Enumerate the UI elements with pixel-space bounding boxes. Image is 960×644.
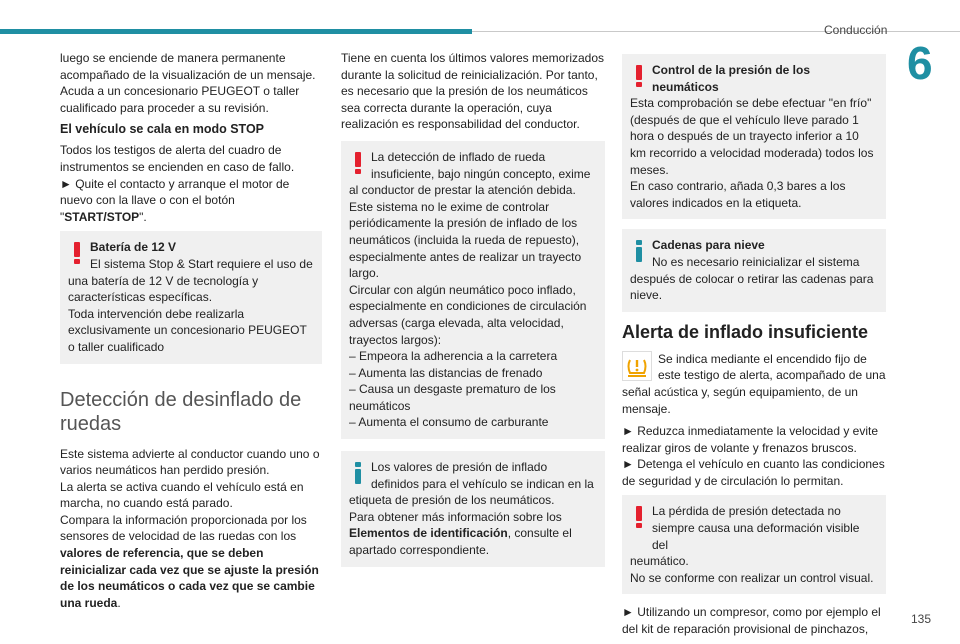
column-2 [341, 50, 605, 577]
paragraph: ► Reduzca inmediatamente la velocidad y evite realizar giros de volante y frenazos bruscos. [622, 424, 879, 455]
warning-text: El sistema Stop & Start requiere el uso de una batería de 12 V de tecnología y características específicas. [68, 256, 313, 305]
warning-text: Esta comprobación se debe efectuar "en frío"(después de que el vehículo lleve parado 1 hora o después de un trayecto inferior a 10 km recorrido a velocidad moderada) todos los meses. [630, 96, 874, 177]
info-title: Cadenas para nieve [652, 238, 765, 253]
warning-text: La pérdida de presión detectada no siempre causa una deformación visible del [652, 504, 860, 552]
heading-deflation-detection: Detección de desinflado de ruedas [60, 388, 302, 435]
info-box-snow-chains [622, 229, 886, 311]
warning-icon [351, 151, 365, 175]
warning-box-detection [341, 141, 605, 439]
info-text: Para obtener más información sobre los Elementos de identificación, consulte el apartado correspondiente. [349, 509, 572, 558]
header-accent-bar [0, 29, 472, 34]
paragraph: Este sistema advierte al conductor cuando uno o varios neumáticos han perdido presión. [60, 446, 320, 478]
warning-icon [70, 241, 84, 265]
warning-text: neumático. [630, 554, 689, 569]
warning-text: Circular con algún neumático poco inflado, especialmente en condiciones de circulación adversas (carga elevada, alta velocidad, trayectos largos): [349, 282, 587, 347]
chapter-number: 6 [907, 37, 933, 89]
column-1 [60, 50, 322, 617]
warning-title: Control de la presión de los neumáticos [652, 63, 811, 94]
list-item: – Causa un desgaste prematuro de los neumáticos [349, 382, 556, 413]
warning-icon [632, 64, 646, 88]
warning-text: al conductor de prestar la atención debida. Este sistema no le exime de controlar periódicamente la presión de inflado de los neumáticos (incluida la rueda de repuesto), especialmente antes de realizar un trayecto largo. [349, 183, 582, 281]
paragraph: luego se enciende de manera permanente acompañado de la visualización de un mensaje. Acuda a un concesionario PEUGEOT o taller cualificado para proceder a su revisión. [60, 51, 316, 115]
list-item: – Aumenta las distancias de frenado [349, 365, 543, 380]
list-item: – Aumenta el consumo de carburante [349, 415, 549, 430]
info-text: Los valores de presión de inflado definidos para el vehículo se indican en la [371, 460, 594, 491]
paragraph: Tiene en cuenta los últimos valores memorizados durante la solicitud de reinicialización. Por tanto, es necesario que la presión de los neumáticos sea correcta durante la operación, cuya realización es responsabilidad del conductor. [341, 51, 605, 132]
warning-box-pressure-check [622, 54, 886, 219]
page-number: 135 [911, 612, 932, 626]
paragraph: Compara la información proporcionada por los sensores de velocidad de las ruedas con los valores de referencia, que se deben reinicializar cada vez que se ajuste la presión de los neumáticos o cada vez que se cambie una rueda. [60, 512, 319, 610]
info-text: No es necesario reinicializar el sistema después de colocar o retirar las cadenas para nieve. [630, 254, 874, 303]
paragraph: ► Detenga el vehículo en cuanto las condiciones de seguridad y de circulación lo permitan. [622, 457, 885, 488]
warning-text: Toda intervención debe realizarla exclusivamente un concesionario PEUGEOT o taller cualificado [68, 306, 307, 354]
warning-text: No se conforme con realizar un control visual. [630, 570, 874, 585]
section-title: Conducción [824, 23, 888, 37]
warning-title: Batería de 12 V [90, 240, 177, 255]
heading-stall: El vehículo se cala en modo STOP [60, 122, 265, 137]
warning-text: La detección de inflado de rueda insuficiente, bajo ningún concepto, exime [371, 149, 591, 181]
tire-pressure-warning-icon [622, 351, 652, 381]
heading-underinflation-alert: Alerta de inflado insuficiente [622, 321, 869, 342]
alert-paragraph: Se indica mediante el encendido fijo de este testigo de alerta, acompañado de una señal acústica y, según equipamiento, de un mensaje. [622, 351, 886, 416]
paragraph: ► Utilizando un compresor, como por ejemplo el del kit de reparación provisional de pinchazos, [622, 605, 881, 637]
warning-box-battery [60, 231, 322, 363]
paragraph: Todos los testigos de alerta del cuadro de instrumentos se encienden en caso de fallo. [60, 143, 295, 174]
paragraph: La alerta se activa cuando el vehículo está en marcha, no cuando está parado. [60, 479, 304, 511]
column-3 [622, 50, 886, 644]
list-item: – Empeora la adherencia a la carretera [349, 349, 558, 364]
warning-box-pressure-loss [622, 495, 886, 594]
info-box-pressure [341, 451, 605, 567]
info-text: etiqueta de presión de los neumáticos. [349, 493, 555, 508]
warning-icon [632, 505, 646, 529]
info-icon [351, 461, 365, 485]
paragraph: ► Quite el contacto y arranque el motor de nuevo con la llave o con el botón "START/STOP". [60, 176, 290, 224]
info-icon [632, 239, 646, 263]
warning-text: En caso contrario, añada 0,3 bares a los valores indicados en la etiqueta. [630, 179, 846, 210]
